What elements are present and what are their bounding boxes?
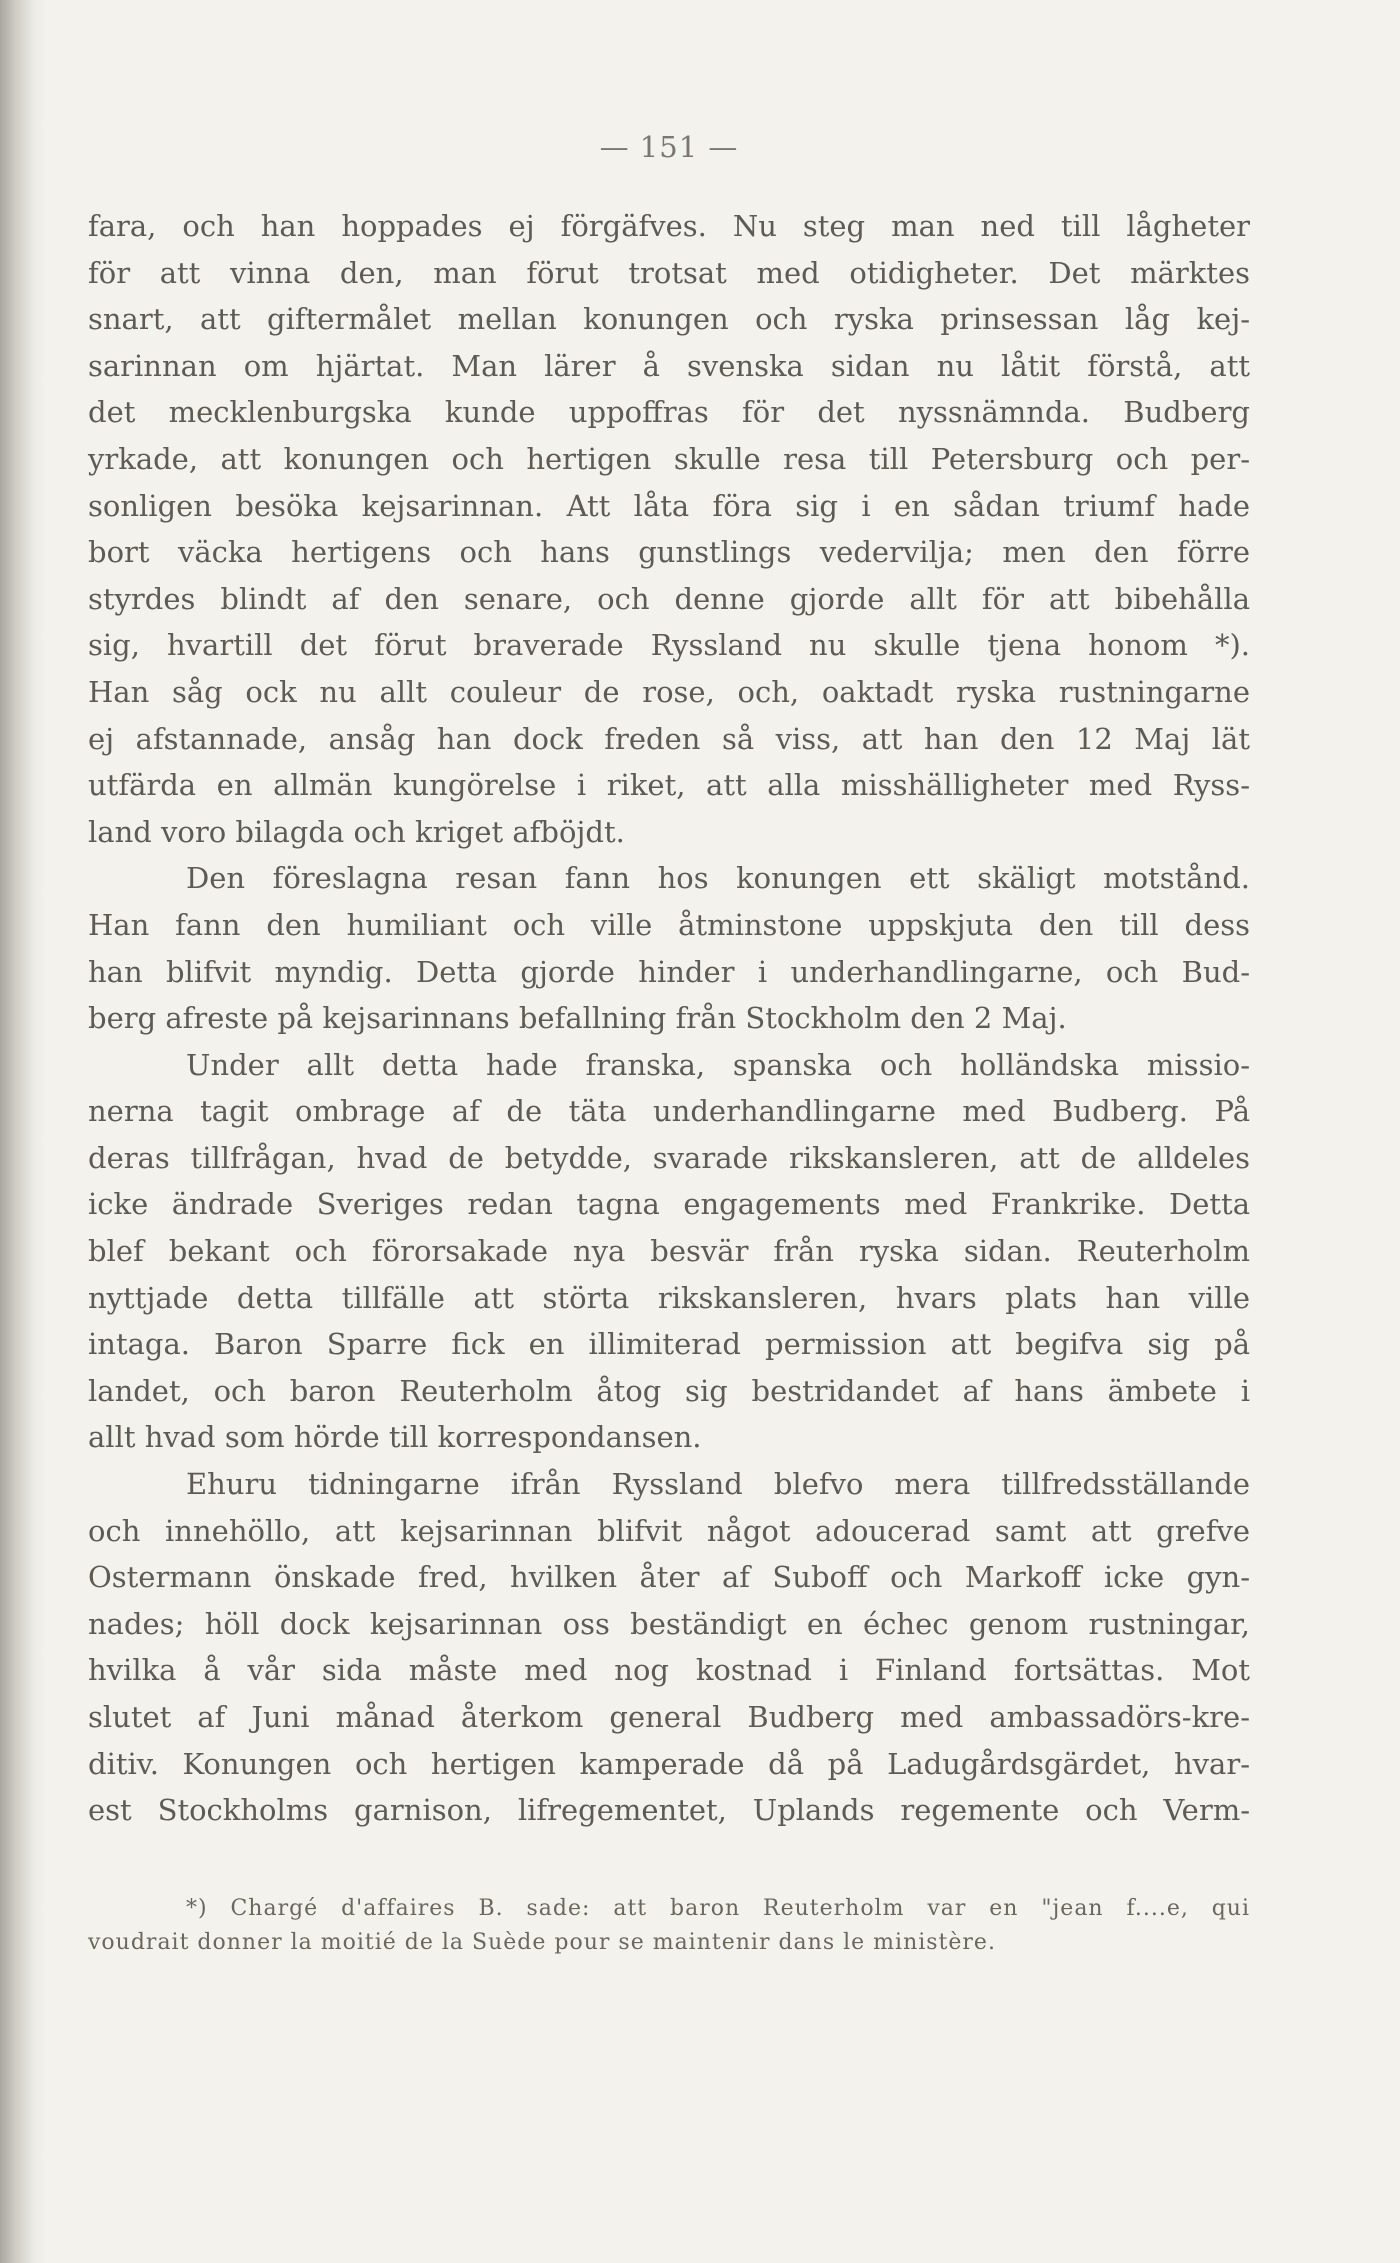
text-line: Ehuru tidningarne ifrån Ryssland blefvo mera tillfredsställande [186, 1467, 1250, 1502]
footnote-line: voudrait donner la moitié de la Suède pour se maintenir dans le ministère. [88, 1930, 996, 1955]
footnote [88, 1892, 1250, 1960]
text-line: Ostermann önskade fred, hvilken åter af Suboff och Markoff icke gyn- [88, 1560, 1250, 1595]
text-line: Han fann den humiliant och ville åtminstone uppskjuta den till dess [88, 907, 1250, 942]
text-line: nades; höll dock kejsarinnan oss beständigt en échec genom rustningar, [88, 1606, 1250, 1641]
text-line: och innehöllo, att kejsarinnan blifvit något adoucerad samt att grefve [88, 1513, 1250, 1548]
text-line: fara, och han hoppades ej förgäfves. Nu steg man ned till lågheter [88, 209, 1250, 243]
text-line: sonligen besöka kejsarinnan. Att låta föra sig i en sådan triumf hade [88, 488, 1250, 523]
text-line: han blifvit myndig. Detta gjorde hinder i underhandlingarne, och Bud- [88, 954, 1250, 989]
text-line: Den föreslagna resan fann hos konungen ett skäligt motstånd. [186, 861, 1250, 896]
footnote-line: *) Chargé d'affaires B. sade: att baron Reuterholm var en "jean f....e, qui [186, 1896, 1250, 1921]
page-number: — 151 — [599, 130, 739, 164]
text-line: berg afreste på kejsarinnans befallning från Stockholm den 2 Maj. [88, 1001, 1067, 1036]
text-line: hvilka å vår sida måste med nog kostnad i Finland fortsättas. Mot [88, 1653, 1250, 1688]
text-line: yrkade, att konungen och hertigen skulle resa till Petersburg och per- [88, 441, 1250, 476]
text-line: Han såg ock nu allt couleur de rose, och, oaktadt ryska rustningarne [88, 674, 1250, 709]
text-line: sig, hvartill det förut braverade Ryssland nu skulle tjena honom *). [88, 628, 1250, 663]
text-line: intaga. Baron Sparre fick en illimiterad permission att begifva sig på [88, 1327, 1250, 1362]
text-line: est Stockholms garnison, lifregementet, Uplands regemente och Verm- [88, 1793, 1250, 1828]
paragraph-4 [88, 1461, 1250, 1834]
text-line: blef bekant och förorsakade nya besvär från ryska sidan. Reuterholm [88, 1234, 1250, 1269]
text-line: deras tillfrågan, hvad de betydde, svarade rikskansleren, att de alldeles [88, 1140, 1250, 1175]
paragraph-1 [88, 203, 1250, 855]
text-line: utfärda en allmän kungörelse i riket, att alla misshälligheter med Ryss- [88, 768, 1250, 803]
text-line: sarinnan om hjärtat. Man lärer å svenska sidan nu låtit förstå, att [88, 348, 1250, 383]
text-line: styrdes blindt af den senare, och denne gjorde allt för att bibehålla [88, 581, 1250, 616]
text-line: snart, att giftermålet mellan konungen och ryska prinsessan låg kej- [88, 302, 1250, 337]
text-line: ditiv. Konungen och hertigen kamperade då på Ladugårdsgärdet, hvar- [88, 1746, 1250, 1781]
text-line: det mecklenburgska kunde uppoffras för det nyssnämnda. Budberg [88, 395, 1250, 430]
text-line: nyttjade detta tillfälle att störta rikskansleren, hvars plats han ville [88, 1280, 1250, 1315]
paragraph-2 [88, 855, 1250, 1041]
text-line: för att vinna den, man förut trotsat med otidigheter. Det märktes [88, 255, 1250, 290]
body-text [88, 203, 1250, 1834]
page-edge-shadow [0, 0, 46, 2263]
text-line: slutet af Juni månad återkom general Budberg med ambassadörs-kre- [88, 1700, 1250, 1734]
text-line: icke ändrade Sveriges redan tagna engagements med Frankrike. Detta [88, 1187, 1250, 1222]
text-line: nerna tagit ombrage af de täta underhandlingarne med Budberg. På [88, 1094, 1250, 1129]
text-line: Under allt detta hade franska, spanska och holländska missio- [186, 1047, 1250, 1082]
text-line: landet, och baron Reuterholm åtog sig bestridandet af hans ämbete i [88, 1373, 1250, 1408]
text-line: land voro bilagda och kriget afböjdt. [88, 814, 625, 849]
text-line: allt hvad som hörde till korrespondansen. [88, 1420, 702, 1455]
text-line: bort väcka hertigens och hans gunstlings vedervilja; men den förre [88, 535, 1250, 570]
paragraph-3 [88, 1042, 1250, 1461]
text-line: ej afstannade, ansåg han dock freden så viss, att han den 12 Maj lät [88, 721, 1250, 756]
